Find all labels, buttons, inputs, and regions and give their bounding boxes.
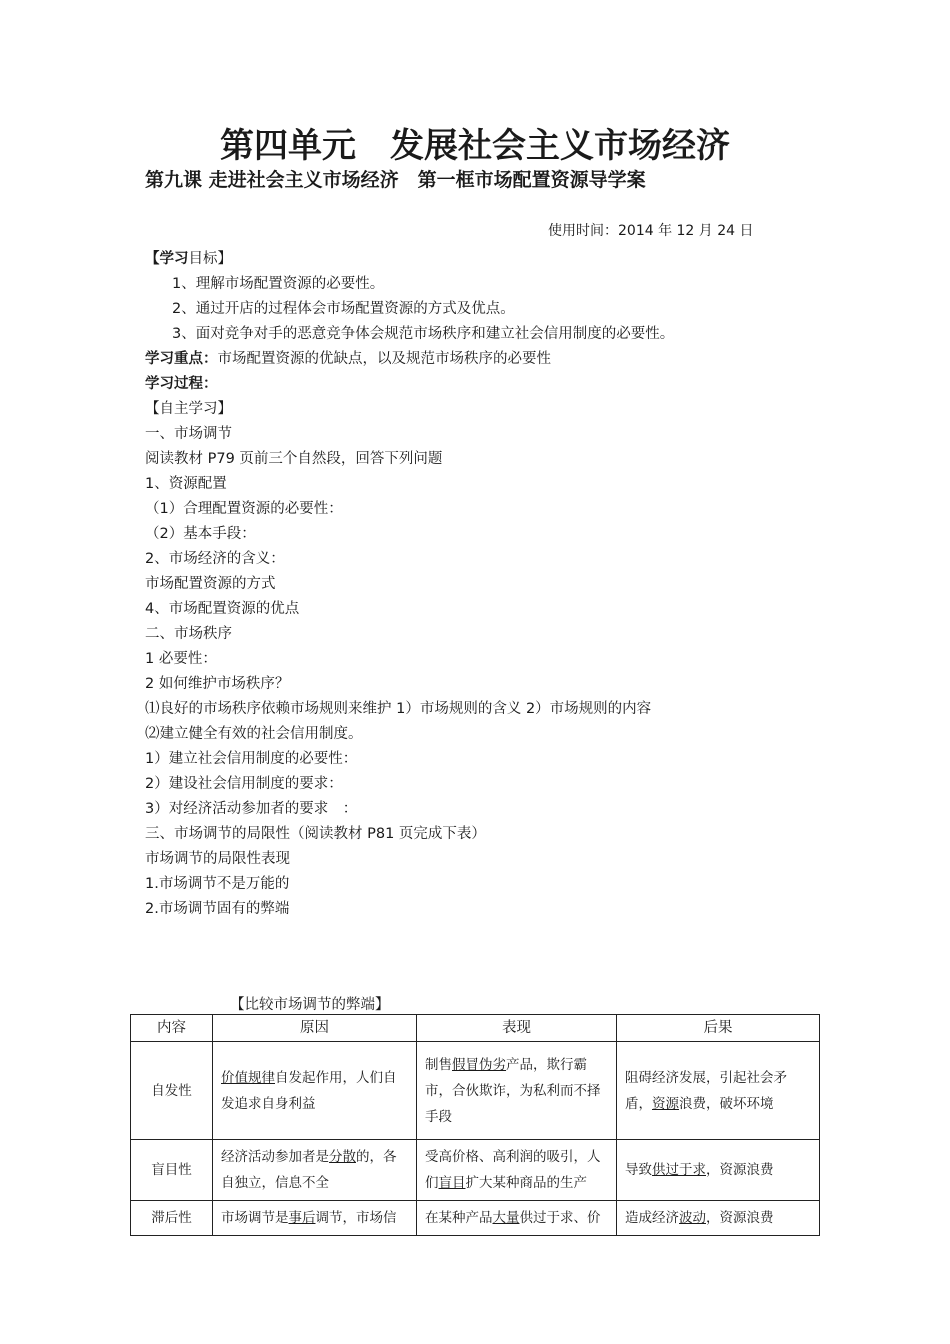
seg: 制售 xyxy=(425,1056,452,1073)
seg: 经济活动参加者是 xyxy=(221,1149,329,1165)
row-name: 盲目性 xyxy=(131,1140,213,1201)
cause-cell xyxy=(213,1042,417,1140)
body-line: （2）基本手段： xyxy=(145,526,256,542)
seg: 调节，市场信 xyxy=(315,1210,397,1226)
seg: 大量 xyxy=(492,1210,520,1226)
seg: 在某种产品 xyxy=(425,1210,493,1226)
table-row xyxy=(131,1140,820,1201)
body-line: 【自主学习】 xyxy=(145,401,232,417)
row-name: 自发性 xyxy=(131,1042,213,1140)
focus-line xyxy=(145,347,551,368)
header-cell: 原因 xyxy=(213,1015,417,1042)
header-cell: 内容 xyxy=(131,1015,213,1042)
row-name: 滞后性 xyxy=(131,1201,213,1236)
seg: 供过于求 xyxy=(652,1162,706,1178)
seg: 价值规律 xyxy=(221,1069,275,1086)
table-header-row xyxy=(131,1015,820,1042)
table-caption: 【比较市场调节的弊端】 xyxy=(230,997,390,1013)
focus-label: 学习重点： xyxy=(145,351,218,367)
unit-title: 第四单元 发展社会主义市场经济 xyxy=(220,126,730,166)
body-line: 二、市场秩序 xyxy=(145,626,232,642)
seg: 供过于求、价 xyxy=(519,1210,601,1226)
result-cell xyxy=(617,1140,820,1201)
seg: 浪费，破坏环境 xyxy=(679,1095,774,1112)
seg: 造成经济 xyxy=(625,1210,679,1226)
body-line: 2.市场调节固有的弊端 xyxy=(145,901,290,917)
header-cell: 后果 xyxy=(617,1015,820,1042)
show-cell xyxy=(417,1140,617,1201)
body-line: 1 必要性： xyxy=(145,651,217,667)
body-line: 2 如何维护市场秩序？ xyxy=(145,676,290,692)
seg: 事后 xyxy=(288,1210,316,1226)
seg: 盲目 xyxy=(438,1175,466,1191)
goals-heading xyxy=(145,247,232,268)
lesson-subtitle: 第九课 走进社会主义市场经济 第一框市场配置资源导学案 xyxy=(145,169,646,191)
result-cell xyxy=(617,1042,820,1140)
result-cell xyxy=(617,1201,820,1236)
process-label: 学习过程： xyxy=(145,376,218,392)
cause-cell xyxy=(213,1140,417,1201)
body-line: 2、市场经济的含义： xyxy=(145,551,285,567)
seg: 自发起作用，人们自发追求自身利益 xyxy=(221,1069,397,1112)
goals-heading-rest: 目标】 xyxy=(188,251,232,267)
cause-cell xyxy=(213,1201,417,1236)
body-line: （1）合理配置资源的必要性： xyxy=(145,501,343,517)
body-line: 4、市场配置资源的优点 xyxy=(145,601,300,617)
header-cell: 表现 xyxy=(417,1015,617,1042)
body-line: 1）建立社会信用制度的必要性： xyxy=(145,751,358,767)
seg: 的，各自独立，信息不全 xyxy=(221,1149,397,1191)
body-line: 三、市场调节的局限性（阅读教材 P81 页完成下表） xyxy=(145,826,486,842)
goal-item: 3、面对竞争对手的恶意竞争体会规范市场秩序和建立社会信用制度的必要性。 xyxy=(172,326,675,342)
body-line: ⑵建立健全有效的社会信用制度。 xyxy=(145,726,363,742)
seg: 资源 xyxy=(652,1095,679,1112)
seg: 波动 xyxy=(679,1210,706,1226)
seg: 假冒伪劣 xyxy=(452,1056,506,1073)
show-cell xyxy=(417,1042,617,1140)
body-line: 2）建设社会信用制度的要求： xyxy=(145,776,343,792)
seg: 市场调节是 xyxy=(221,1210,289,1226)
table-row xyxy=(131,1042,820,1140)
seg: ，资源浪费 xyxy=(706,1210,774,1226)
seg: 扩大某种商品的生产 xyxy=(465,1175,587,1191)
body-line: 1、资源配置 xyxy=(145,476,227,492)
comparison-table xyxy=(130,1014,820,1236)
goals-heading-bold: 【学习 xyxy=(145,251,189,267)
body-line: 市场调节的局限性表现 xyxy=(145,851,290,867)
seg: ，资源浪费 xyxy=(706,1162,774,1178)
seg: 阻碍经济发展，引起社会矛盾， xyxy=(625,1069,787,1112)
table-row xyxy=(131,1201,820,1236)
body-line: 市场配置资源的方式 xyxy=(145,576,276,592)
usage-date: 使用时间：2014 年 12 月 24 日 xyxy=(548,223,754,239)
goal-item: 2、通过开店的过程体会市场配置资源的方式及优点。 xyxy=(172,301,515,317)
seg: 产品，欺行霸市，合伙欺诈，为私利而不择手段 xyxy=(425,1056,601,1125)
body-line: 阅读教材 P79 页前三个自然段，回答下列问题 xyxy=(145,451,443,467)
focus-text: 市场配置资源的优缺点，以及规范市场秩序的必要性 xyxy=(217,351,551,367)
seg: 导致 xyxy=(625,1162,652,1178)
body-line: 1.市场调节不是万能的 xyxy=(145,876,290,892)
body-line: 3）对经济活动参加者的要求 ： xyxy=(145,801,358,817)
seg: 受高价格、高利润的吸引，人们 xyxy=(425,1149,601,1191)
show-cell xyxy=(417,1201,617,1236)
seg: 分散 xyxy=(329,1149,356,1165)
goal-item: 1、理解市场配置资源的必要性。 xyxy=(172,276,385,292)
body-line: ⑴良好的市场秩序依赖市场规则来维护 1）市场规则的含义 2）市场规则的内容 xyxy=(145,701,652,717)
body-line: 一、市场调节 xyxy=(145,426,232,442)
